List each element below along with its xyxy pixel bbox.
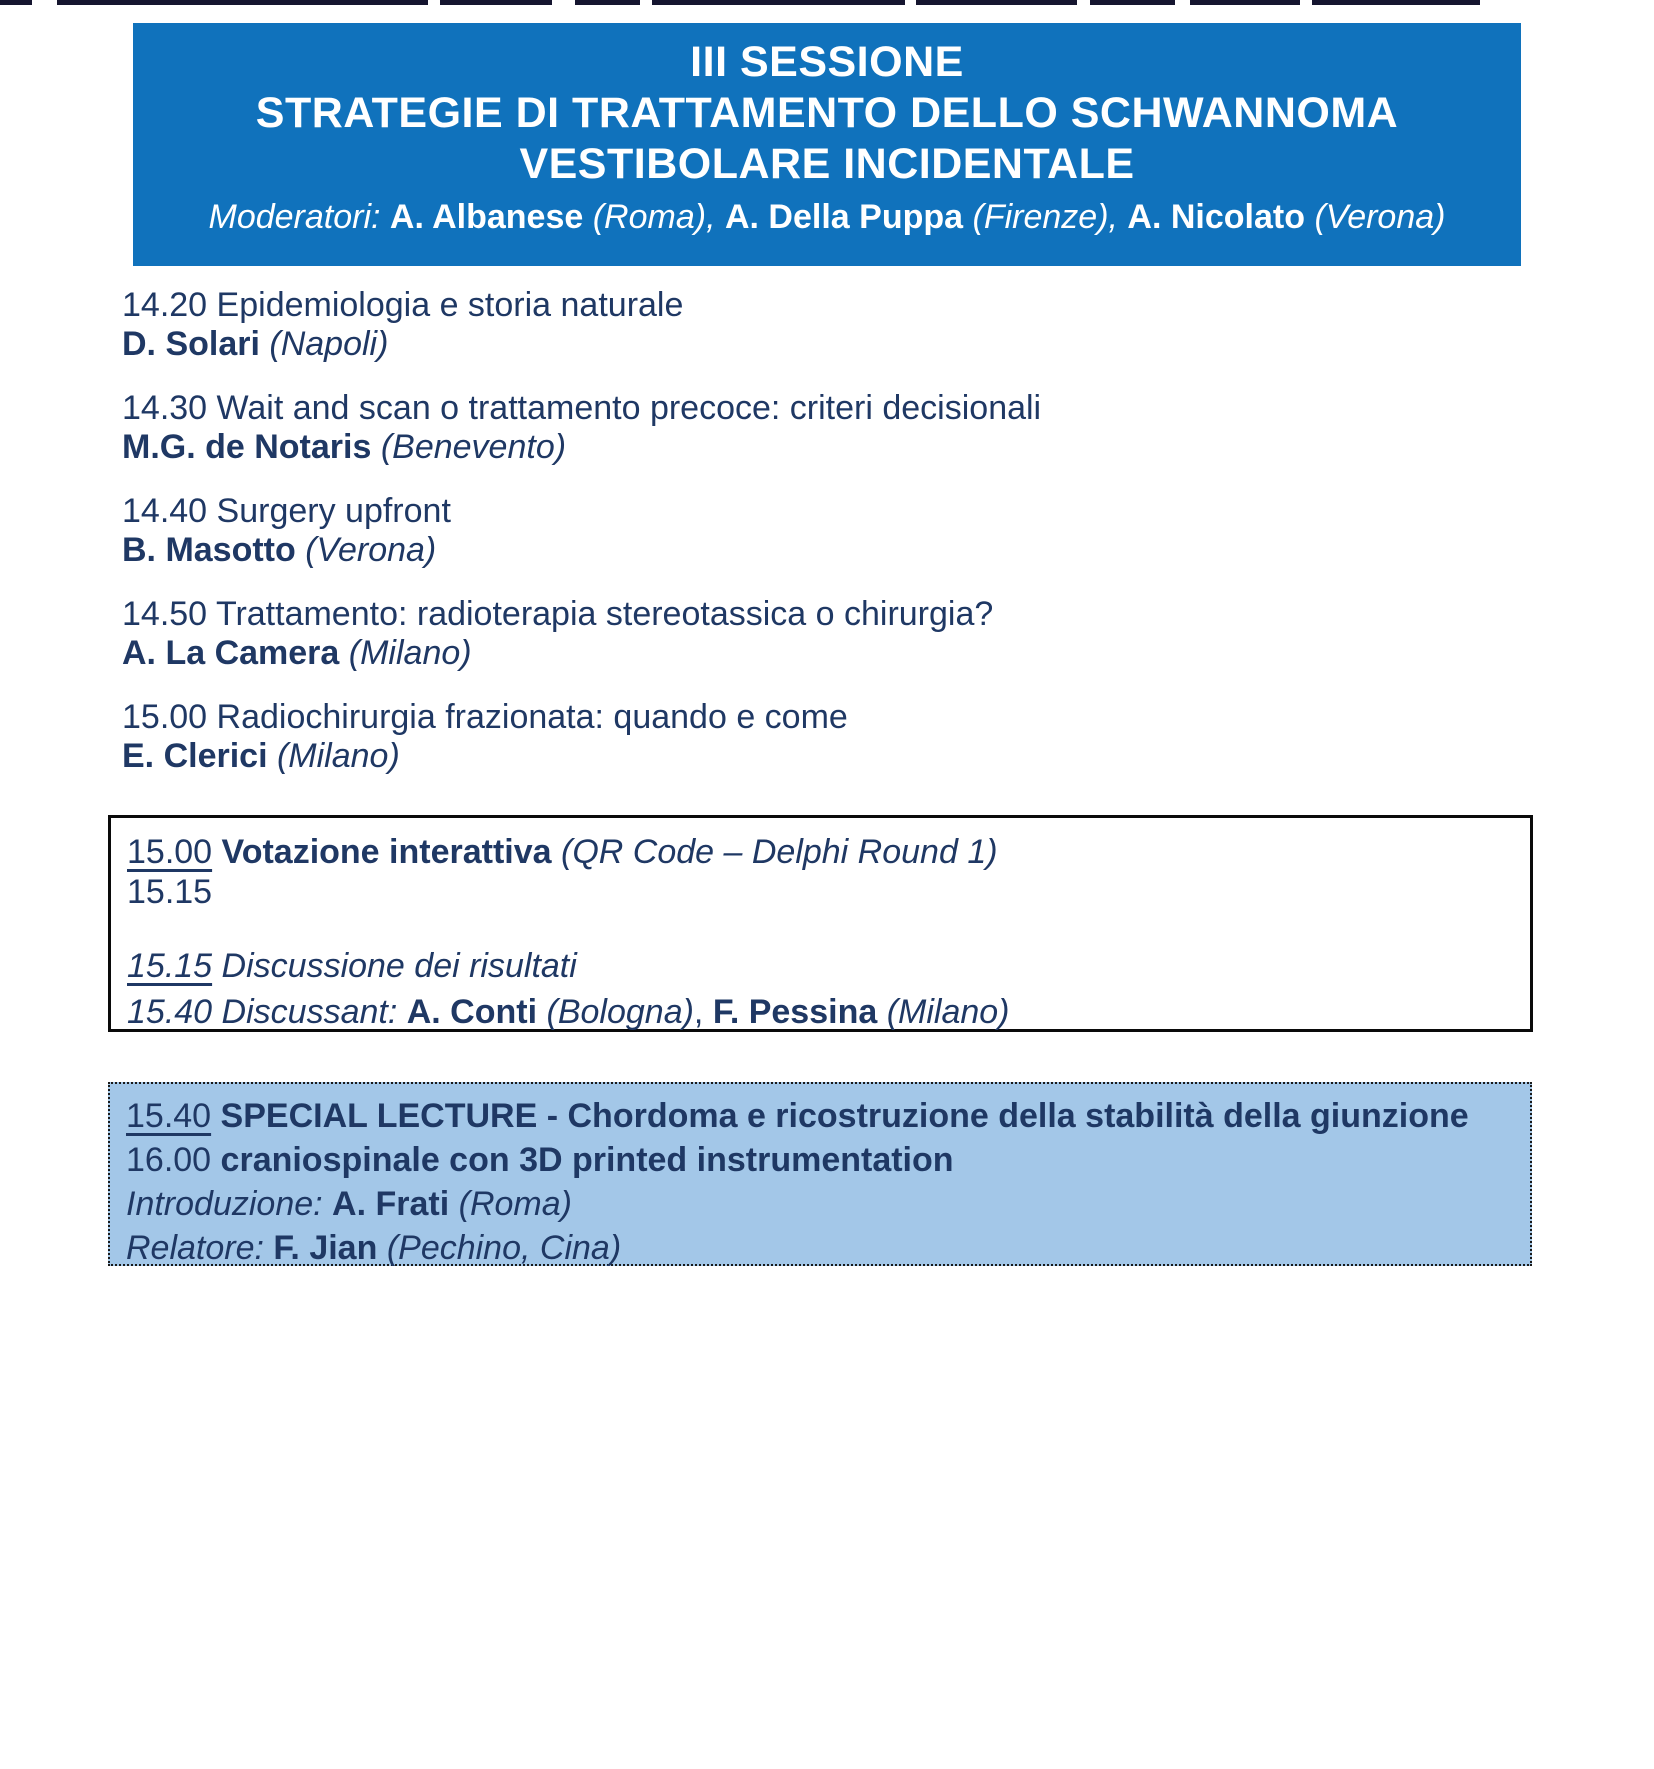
moderator-city: (Roma), — [592, 198, 716, 236]
moderator-city: (Firenze), — [972, 198, 1118, 236]
lecture-title-part1: SPECIAL LECTURE - Chordoma e ricostruzione della stabilità della giunzione — [220, 1097, 1469, 1135]
discussant-city: (Milano) — [886, 993, 1010, 1031]
intro-label: Introduzione: — [126, 1185, 323, 1223]
talk-title: Wait and scan o trattamento precoce: criteri decisionali — [216, 389, 1042, 427]
talk-title-line — [122, 698, 1041, 737]
discussant-city: (Bologna) — [546, 993, 694, 1031]
speaker-label: Relatore: — [126, 1229, 264, 1267]
session-title-line1: III SESSIONE — [690, 38, 964, 86]
discussion-time: 15.15 — [127, 947, 213, 985]
discussant-line — [127, 992, 1520, 1032]
voting-title-note: (QR Code – Delphi Round 1) — [561, 833, 998, 871]
talk-speaker-city: (Napoli) — [269, 325, 389, 363]
talk-time: 14.20 — [122, 286, 208, 324]
lecture-speaker-line — [126, 1226, 1520, 1270]
moderator-name: A. Della Puppa — [724, 198, 964, 236]
voting-title-line — [127, 832, 1520, 872]
lecture-title-line1 — [126, 1094, 1520, 1138]
talk-time: 15.00 — [122, 698, 208, 736]
discussant-separator: , — [693, 993, 704, 1031]
talk-title: Trattamento: radioterapia stereotassica o chirurgia? — [215, 595, 994, 633]
discussant-time: 15.40 — [127, 993, 213, 1031]
talk-item — [122, 389, 1041, 467]
talk-item — [122, 698, 1041, 776]
talk-item — [122, 595, 1041, 673]
speaker-city: (Pechino, Cina) — [386, 1229, 622, 1267]
voting-end-time: 15.15 — [127, 873, 213, 911]
talk-speaker: E. Clerici — [122, 737, 268, 775]
lecture-start-time: 15.40 — [126, 1097, 212, 1135]
voting-start-time: 15.00 — [127, 833, 213, 871]
discussant-name: F. Pessina — [712, 993, 878, 1031]
intro-name: A. Frati — [332, 1185, 450, 1223]
talk-speaker-city: (Verona) — [305, 531, 437, 569]
talk-title: Surgery upfront — [216, 492, 451, 530]
talk-speaker: A. La Camera — [122, 634, 340, 672]
session-title-line2: STRATEGIE DI TRATTAMENTO DELLO SCHWANNOMA — [255, 89, 1399, 137]
talk-title-line — [122, 595, 1041, 634]
talk-title-line — [122, 389, 1041, 428]
discussant-name: A. Conti — [406, 993, 538, 1031]
talk-speaker-city: (Milano) — [276, 737, 400, 775]
talk-title: Radiochirurgia frazionata: quando e come — [216, 698, 848, 736]
moderators-line — [133, 195, 1521, 239]
moderator-name: A. Albanese — [389, 198, 584, 236]
talk-title-line — [122, 492, 1041, 531]
talks-list — [122, 286, 1041, 801]
moderators-label: Moderatori: — [208, 198, 381, 236]
talk-speaker-city: (Benevento) — [380, 428, 567, 466]
talk-speaker-line — [122, 737, 1041, 776]
talk-title: Epidemiologia e storia naturale — [216, 286, 684, 324]
session-header-banner — [133, 23, 1521, 266]
moderator-city: (Verona) — [1314, 198, 1446, 236]
talk-speaker-city: (Milano) — [348, 634, 472, 672]
special-lecture-box — [108, 1082, 1532, 1266]
lecture-end-time: 16.00 — [126, 1141, 212, 1179]
talk-title-line — [122, 286, 1041, 325]
talk-speaker: D. Solari — [122, 325, 260, 363]
session-title — [133, 23, 1521, 190]
talk-speaker-line — [122, 634, 1041, 673]
talk-speaker-line — [122, 325, 1041, 364]
talk-time: 14.50 — [122, 595, 208, 633]
talk-time: 14.40 — [122, 492, 208, 530]
talk-item — [122, 492, 1041, 570]
discussion-line — [127, 946, 1520, 986]
discussant-label: Discussant: — [221, 993, 398, 1031]
clipped-text-strip — [0, 0, 1484, 5]
interactive-voting-box — [108, 815, 1533, 1032]
lecture-intro-line — [126, 1182, 1520, 1226]
moderator-name: A. Nicolato — [1127, 198, 1305, 236]
talk-speaker: M.G. de Notaris — [122, 428, 372, 466]
voting-title: Votazione interattiva — [221, 833, 552, 871]
talk-speaker-line — [122, 531, 1041, 570]
intro-city: (Roma) — [458, 1185, 572, 1223]
session-title-line3: VESTIBOLARE INCIDENTALE — [519, 140, 1135, 188]
discussion-title: Discussione dei risultati — [221, 947, 577, 985]
talk-time: 14.30 — [122, 389, 208, 427]
talk-speaker-line — [122, 428, 1041, 467]
voting-end-time-line — [127, 872, 1520, 912]
speaker-name: F. Jian — [273, 1229, 378, 1267]
talk-speaker: B. Masotto — [122, 531, 296, 569]
talk-item — [122, 286, 1041, 364]
lecture-title-line2 — [126, 1138, 1520, 1182]
lecture-title-part2: craniospinale con 3D printed instrumentation — [220, 1141, 954, 1179]
